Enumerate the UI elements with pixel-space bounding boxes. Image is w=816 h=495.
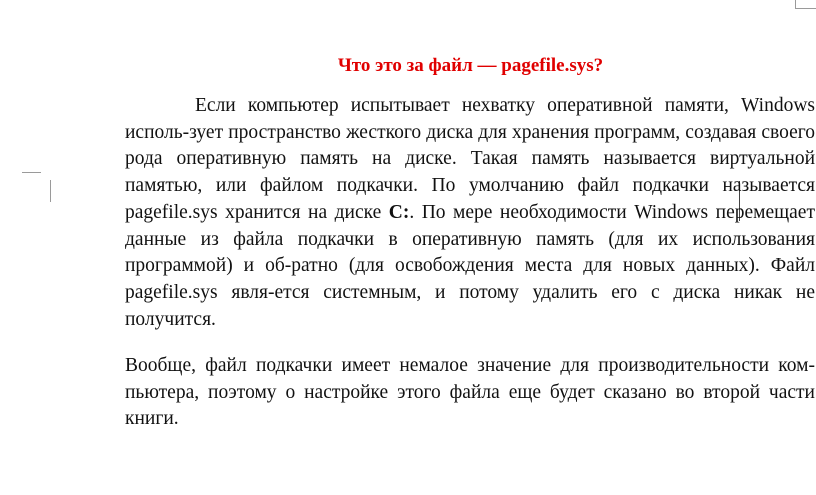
left-margin-mark-horizontal <box>22 172 41 173</box>
top-right-margin-mark-horizontal <box>795 8 816 9</box>
paragraph-1-text-start: Если компьютер испытывает нехватку оперативной памяти, Windows исполь-зует пространство жесткого диска для хранения программ, создавая своего рода оперативную память на диске. Такая память называется виртуальной памятью, или файлом подкачки. По умолчанию файл подкачки называется pagefile.sys хранится на диске <box>125 95 815 223</box>
drive-letter-bold: C: <box>388 201 410 223</box>
paragraph-2: Вообще, файл подкачки имеет немалое значение для производительности ком-пьютера, поэтому о настройке этого файла еще будет сказано во второй части книги. <box>125 355 815 430</box>
top-right-margin-mark-vertical <box>795 0 796 9</box>
left-margin-mark-vertical <box>50 180 51 202</box>
paragraph-1-text-end: . По мере необходимости Windows перемещает данные из файла подкачки в оперативную память (для их использования программой) и об-ратно (для освобождения места для новых данных). Файл pagefile.sys явля-ется системным, и потому удалить его с диска никак не получится. <box>125 201 815 330</box>
document-title: Что это за файл — pagefile.sys? <box>337 55 604 76</box>
paragraph-1 <box>125 93 815 333</box>
